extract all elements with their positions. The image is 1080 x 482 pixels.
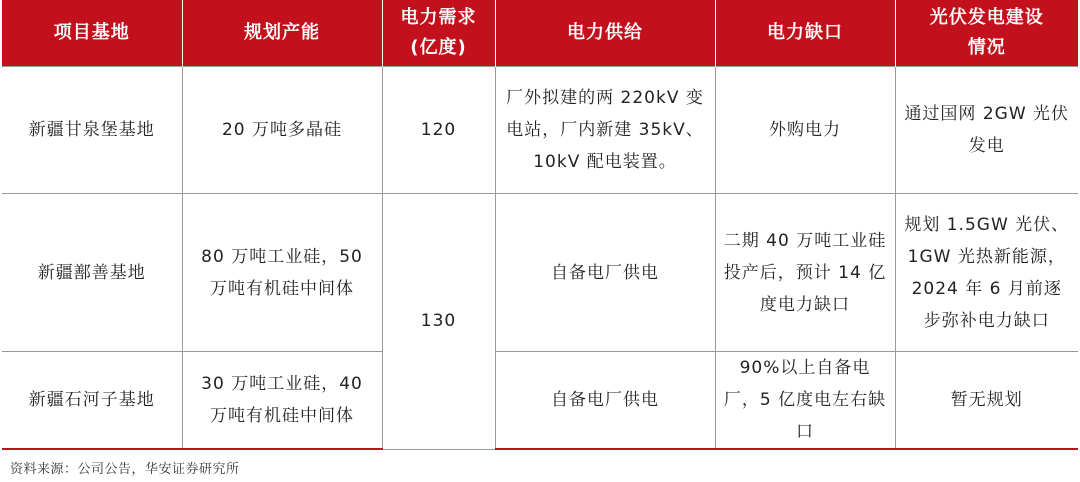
- header-pv: [895, 0, 1078, 67]
- power-supply-table: [2, 0, 1078, 450]
- table-row: [2, 67, 1078, 194]
- header-supply: 电力供给: [495, 0, 715, 67]
- header-demand-line2: (亿度): [410, 37, 467, 58]
- cell-pv: 暂无规划: [895, 352, 1078, 450]
- table-row: [2, 352, 1078, 450]
- cell-capacity: 30 万吨工业硅，40 万吨有机硅中间体: [182, 352, 382, 450]
- cell-supply: 自备电厂供电: [495, 352, 715, 450]
- cell-capacity: 20 万吨多晶硅: [182, 67, 382, 194]
- header-pv-line1: 光伏发电建设: [929, 7, 1044, 28]
- header-gap: 电力缺口: [715, 0, 895, 67]
- cell-supply: 自备电厂供电: [495, 194, 715, 352]
- cell-supply: 厂外拟建的两 220kV 变电站，厂内新建 35kV、10kV 配电装置。: [495, 67, 715, 194]
- header-row: [2, 0, 1078, 67]
- table-row: [2, 194, 1078, 352]
- source-note: 资料来源：公司公告，华安证券研究所: [10, 462, 240, 477]
- cell-demand-merged: 130: [382, 194, 495, 450]
- cell-project: 新疆鄯善基地: [2, 194, 182, 352]
- cell-gap: 二期 40 万吨工业硅投产后，预计 14 亿度电力缺口: [715, 194, 895, 352]
- header-capacity: 规划产能: [182, 0, 382, 67]
- cell-pv: 规划 1.5GW 光伏、1GW 光热新能源，2024 年 6 月前逐步弥补电力缺口: [895, 194, 1078, 352]
- cell-project: 新疆甘泉堡基地: [2, 67, 182, 194]
- header-demand: [382, 0, 495, 67]
- cell-project: 新疆石河子基地: [2, 352, 182, 450]
- cell-gap: 90%以上自备电厂，5 亿度电左右缺口: [715, 352, 895, 450]
- header-demand-line1: 电力需求: [400, 7, 477, 28]
- header-project: 项目基地: [2, 0, 182, 67]
- cell-pv: 通过国网 2GW 光伏发电: [895, 67, 1078, 194]
- header-pv-line2: 情况: [967, 37, 1006, 58]
- cell-capacity: 80 万吨工业硅，50 万吨有机硅中间体: [182, 194, 382, 352]
- cell-demand: 120: [382, 67, 495, 194]
- cell-gap: 外购电力: [715, 67, 895, 194]
